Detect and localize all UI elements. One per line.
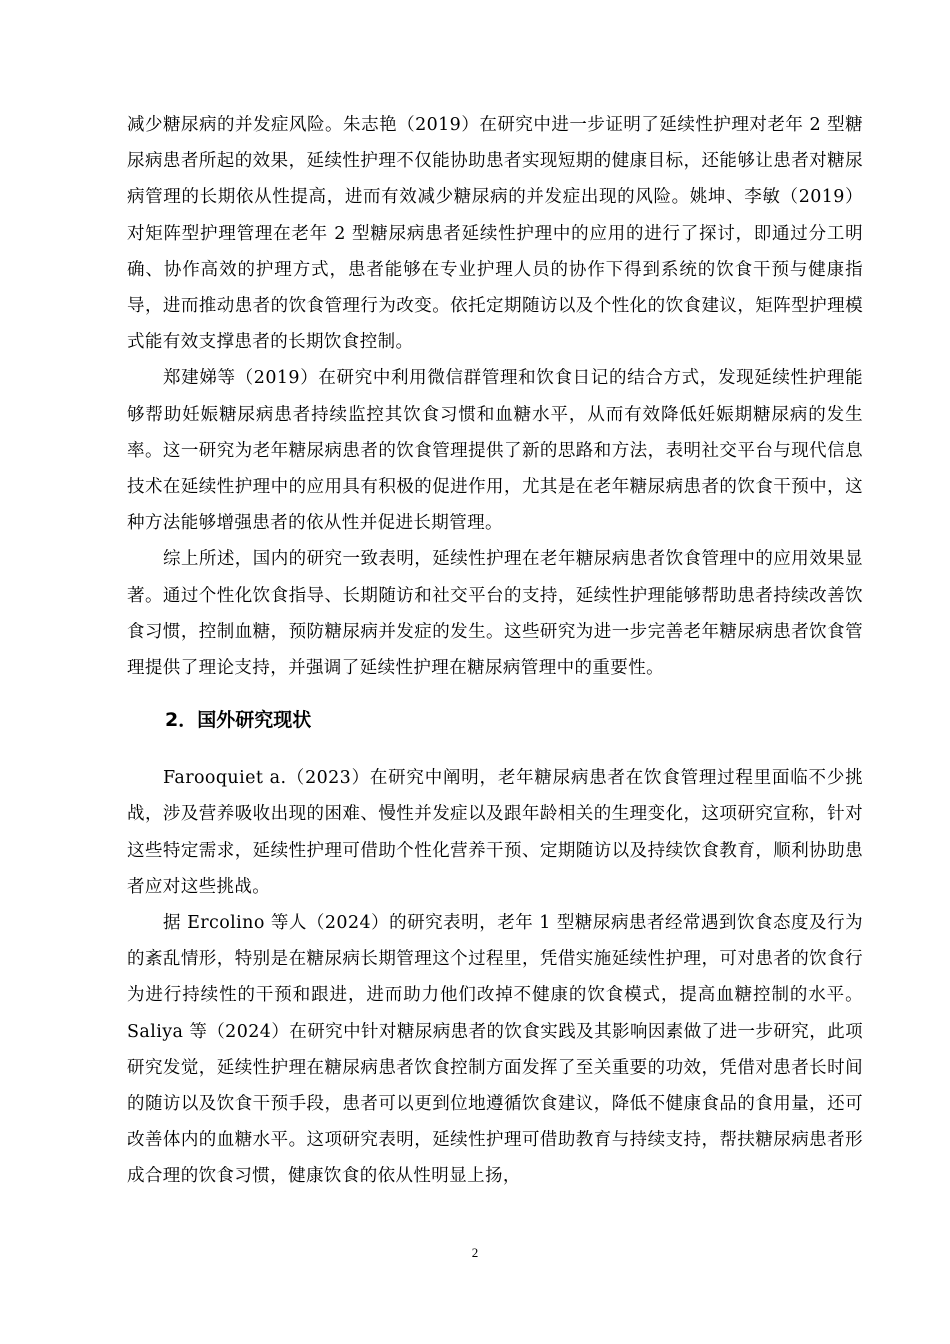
paragraph-farooqui-study: Farooquiet a.（2023）在研究中阐明，老年糖尿病患者在饮食管理过程里面临不少挑战，涉及营养吸收出现的困难、慢性并发症以及跟年龄相关的生理变化，这项研究宣称，针对这些特定需求，延续性护理可借助个性化营养干预、定期随访以及持续饮食教育，顺利协助患者应对这些挑战。 — [127, 768, 863, 897]
paragraph-ercolino-saliya-studies: 据 Ercolino 等人（2024）的研究表明，老年 1 型糖尿病患者经常遇到饮食态度及行为的紊乱情形，特别是在糖尿病长期管理这个过程里，凭借实施延续性护理，可对患者的饮食行为进行持续性的干预和跟进，进而助力他们改掉不健康的饮食模式，提高血糖控制的水平。Saliya 等（2024）在研究中针对糖尿病患者的饮食实践及其影响因素做了进一步研究，此项研究发觉，延续性护理在糖尿病患者饮食控制方面发挥了至关重要的功效，凭借对患者长时间的随访以及饮食干预手段，患者可以更到位地遵循饮食建议，降低不健康食品的食用量，还可改善体内的血糖水平。这项研究表明，延续性护理可借助教育与持续支持，帮扶糖尿病患者形成合理的饮食习惯，健康饮食的依从性明显上扬， — [127, 913, 863, 1187]
paragraph-domestic-summary: 综上所述，国内的研究一致表明，延续性护理在老年糖尿病患者饮食管理中的应用效果显著。通过个性化饮食指导、长期随访和社交平台的支持，延续性护理能够帮助患者持续改善饮食习惯，控制血糖，预防糖尿病并发症的发生。这些研究为进一步完善老年糖尿病患者饮食管理提供了理论支持，并强调了延续性护理在糖尿病管理中的重要性。 — [127, 549, 863, 679]
section-heading-foreign-research: 2．国外研究现状 — [165, 709, 312, 732]
page-number: 2 — [471, 1245, 479, 1260]
paragraph-domestic-studies-continued: 减少糖尿病的并发症风险。朱志艳（2019）在研究中进一步证明了延续性护理对老年 2 型糖尿病患者所起的效果，延续性护理不仅能协助患者实现短期的健康目标，还能够让患者对糖尿病管理的长期依从性提高，进而有效减少糖尿病的并发症出现的风险。姚坤、李敏（2019）对矩阵型护理管理在老年 2 型糖尿病患者延续性护理中的应用的进行了探讨，即通过分工明确、协作高效的护理方式，患者能够在专业护理人员的协作下得到系统的饮食干预与健康指导，进而推动患者的饮食管理行为改变。依托定期随访以及个性化的饮食建议，矩阵型护理模式能有效支撑患者的长期饮食控制。 — [127, 115, 863, 353]
body-text — [127, 107, 863, 1195]
paragraph-zheng-study: 郑建娣等（2019）在研究中利用微信群管理和饮食日记的结合方式，发现延续性护理能够帮助妊娠糖尿病患者持续监控其饮食习惯和血糖水平，从而有效降低妊娠期糖尿病的发生率。这一研究为老年糖尿病患者的饮食管理提供了新的思路和方法，表明社交平台与现代信息技术在延续性护理中的应用具有积极的促进作用，尤其是在老年糖尿病患者的饮食干预中，这种方法能够增强患者的依从性并促进长期管理。 — [127, 368, 863, 534]
